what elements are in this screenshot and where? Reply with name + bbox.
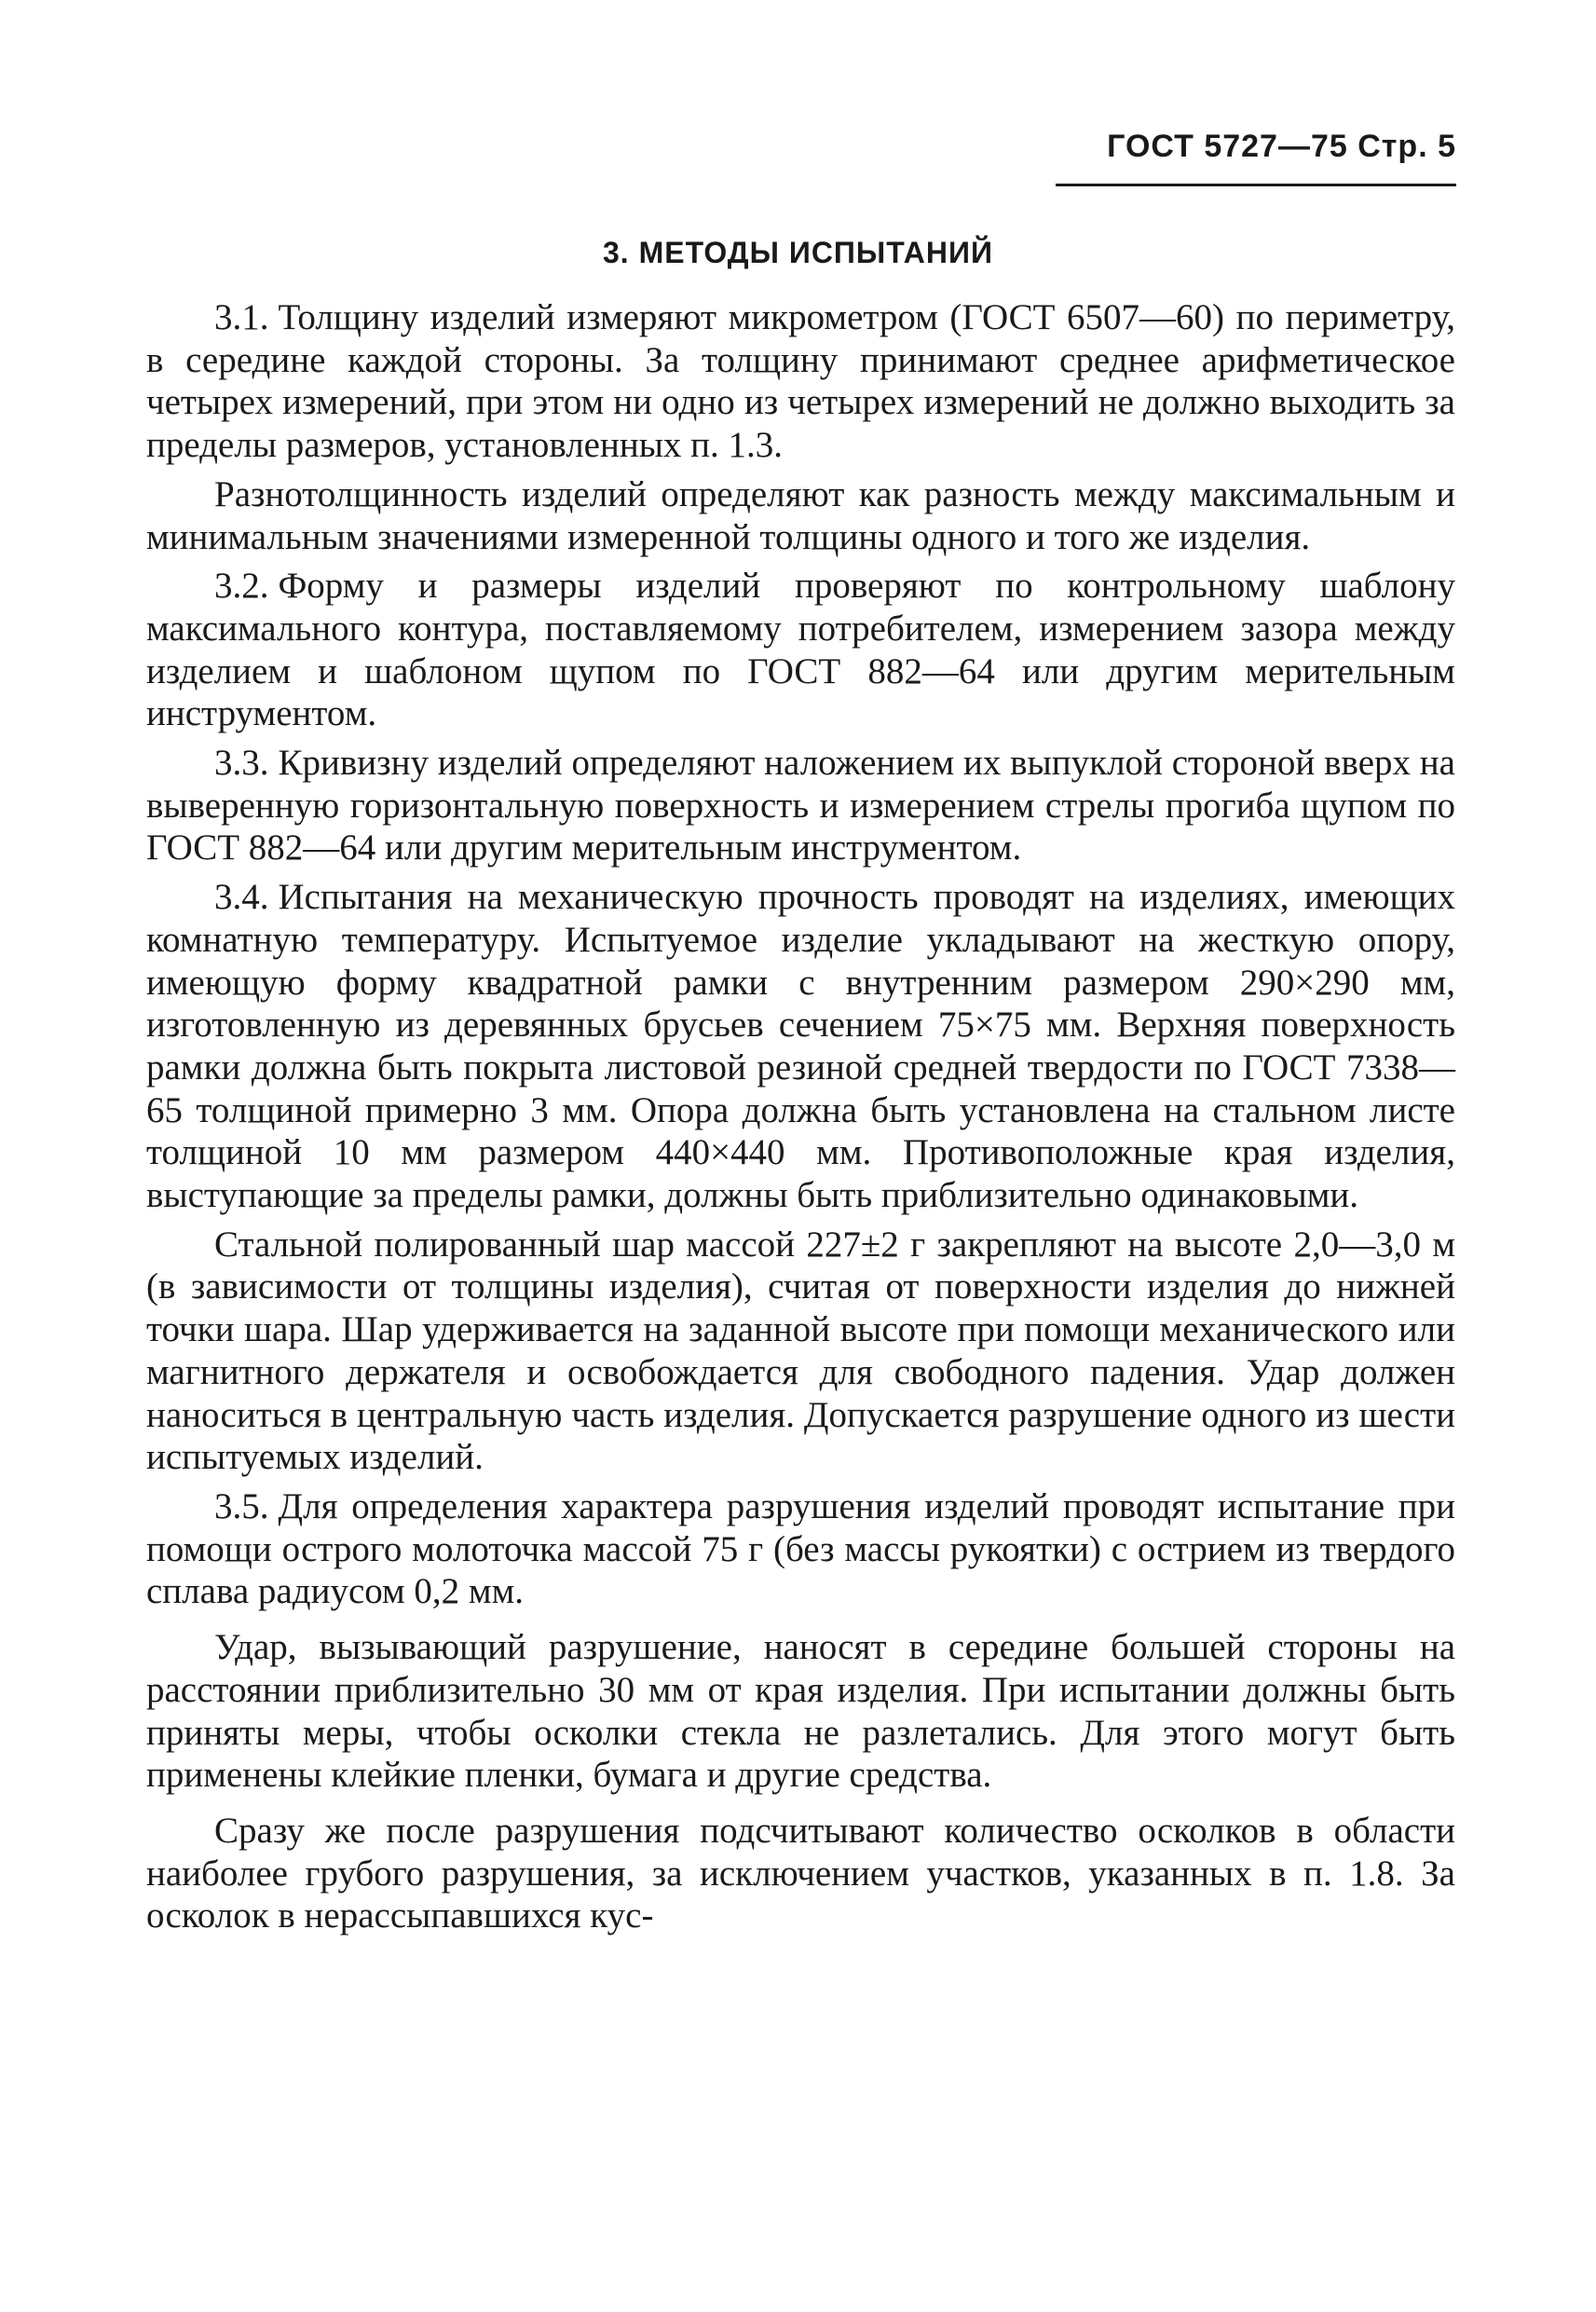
paragraph-thickness-variation xyxy=(146,473,1455,558)
paragraph-text: Стальной полированный шар массой 227±2 г закрепляют на высоте 2,0—3,0 м (в зависимости от толщины изделия), считая от поверхности изделия до нижней точки шара. Шар удерживается на заданной высоте при помощи механического или магнитного держателя и освобождается для свободного падения. Удар должен наноситься в центральную часть изделия. Допускается разрушение одного из шести испытуемых изделий. xyxy=(146,1224,1455,1478)
paragraph-number: 3.5. xyxy=(214,1485,269,1526)
paragraph-text: Разнотолщинность изделий определяют как разность между максимальным и минимальным значениями измеренной толщины одного и того же изделия. xyxy=(146,473,1455,557)
paragraph-steel-ball xyxy=(146,1224,1455,1479)
paragraph-text: Кривизну изделий определяют наложением их выпуклой стороной вверх на выверенную горизонтальную поверхность и измерением стрелы прогиба щупом по ГОСТ 882—64 или другим мерительным инструментом. xyxy=(146,743,1455,869)
paragraph-3-4 xyxy=(146,876,1455,1217)
paragraph-3-3 xyxy=(146,742,1455,869)
paragraph-text: Толщину изделий измеряют микрометром (ГОСТ 6507—60) по периметру, в середине каждой стороны. За толщину принимают среднее арифметическое четырех измерений, при этом ни одно из четырех измерений не должно выходить за пределы размеров, установленных п. 1.3. xyxy=(146,297,1455,466)
body-text xyxy=(146,296,1455,1944)
paragraph-number: 3.2. xyxy=(214,566,269,607)
paragraph-3-2 xyxy=(146,565,1455,735)
paragraph-text: Удар, вызывающий разрушение, наносят в середине большей стороны на расстоянии приблизительно 30 мм от края изделия. При испытании должны быть приняты меры, чтобы осколки стекла не разлетались. Для этого могут быть применены клейкие пленки, бумага и другие средства. xyxy=(146,1627,1455,1796)
header-rule xyxy=(1056,184,1456,186)
paragraph-number: 3.3. xyxy=(214,743,269,784)
paragraph-text: Форму и размеры изделий проверяют по контрольному шаблону максимального контура, поставляемому потребителем, измерением зазора между изделием и шаблоном щупом по ГОСТ 882—64 или другим мерительным инструментом. xyxy=(146,566,1455,734)
paragraph-number: 3.1. xyxy=(214,297,269,337)
paragraph-text: Сразу же после разрушения подсчитывают количество осколков в области наиболее грубого разрушения, за исключением участков, указанных в п. 1.8. За осколок в нерассыпавшихся кус- xyxy=(146,1810,1455,1936)
paragraph-fragment-count xyxy=(146,1810,1455,1937)
paragraph-number: 3.4. xyxy=(214,877,269,918)
section-heading: 3. МЕТОДЫ ИСПЫТАНИЙ xyxy=(603,236,993,269)
paragraph-3-1 xyxy=(146,296,1455,467)
paragraph-impact xyxy=(146,1626,1455,1797)
paragraph-text: Для определения характера разрушения изделий проводят испытание при помощи острого молоточка массой 75 г (без массы рукоятки) с острием из твердого сплава радиусом 0,2 мм. xyxy=(146,1485,1455,1612)
running-header: ГОСТ 5727—75 Стр. 5 xyxy=(1107,129,1456,164)
paragraph-text: Испытания на механическую прочность проводят на изделиях, имеющих комнатную температуру. Испытуемое изделие укладывают на жесткую опору, имеющую форму квадратной рамки с внутренним размером 290×290 мм, изготовленную из деревянных брусьев сечением 75×75 мм. Верхняя поверхность рамки должна быть покрыта листовой резиной средней твердости по ГОСТ 7338—65 толщиной примерно 3 мм. Опора должна быть установлена на стальном листе толщиной 10 мм размером 440×440 мм. Противоположные края изделия, выступающие за пределы рамки, должны быть приблизительно одинаковыми. xyxy=(146,877,1455,1216)
paragraph-3-5 xyxy=(146,1485,1455,1613)
